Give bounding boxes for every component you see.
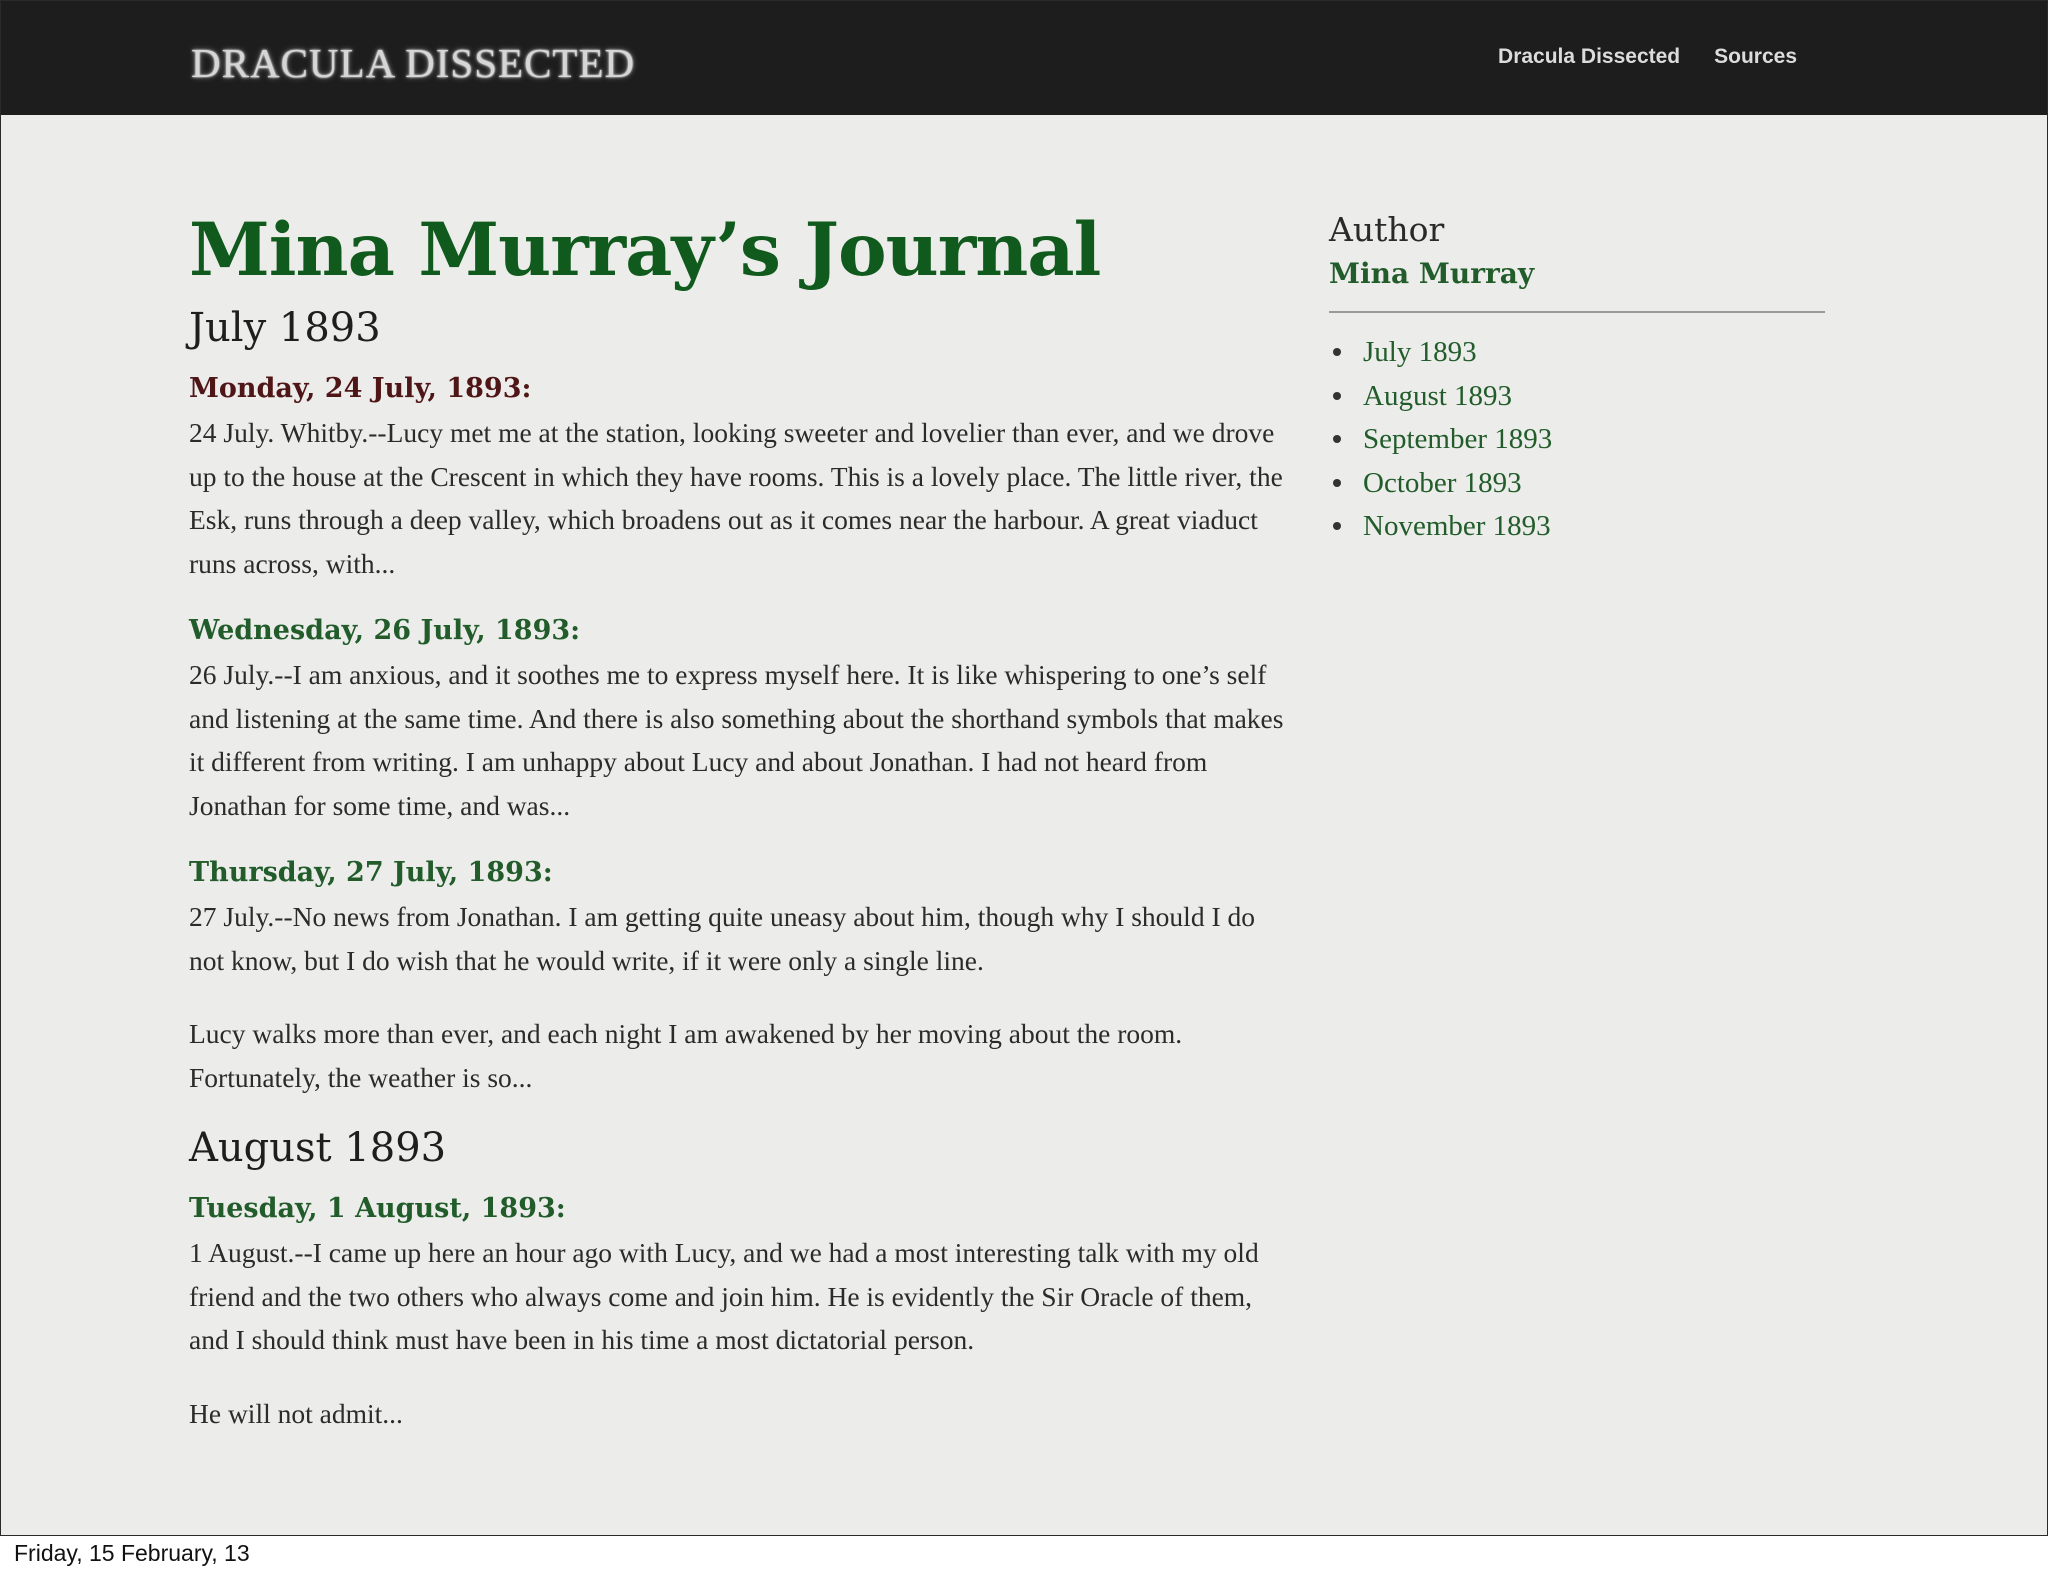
month-list <box>1329 331 1825 549</box>
site-brand-logo[interactable]: DRACULA DISSECTED <box>191 40 636 86</box>
month-link-august[interactable]: August 1893 <box>1363 379 1513 412</box>
slide-date-caption: Friday, 15 February, 13 <box>14 1540 250 1566</box>
list-item <box>1329 375 1825 419</box>
list-item <box>1329 462 1825 506</box>
list-item <box>1329 505 1825 549</box>
bullet-icon <box>1333 348 1341 356</box>
journal-entry <box>189 611 1284 827</box>
entry-date-link[interactable]: Tuesday, 1 August, 1893: <box>189 1193 566 1224</box>
entry-paragraph: He will not admit... <box>189 1397 403 1429</box>
entry-date-link[interactable]: Thursday, 27 July, 1893: <box>189 857 553 888</box>
journal-entry <box>189 853 1284 1099</box>
month-heading-july: July 1893 <box>189 305 381 351</box>
page-title: Mina Murray’s Journal <box>189 207 1101 293</box>
nav-link-dracula-dissected[interactable]: Dracula Dissected <box>1498 45 1681 68</box>
bullet-icon <box>1333 392 1341 400</box>
sidebar <box>1329 207 1825 549</box>
bullet-icon <box>1333 522 1341 530</box>
list-item <box>1329 331 1825 375</box>
month-heading-august: August 1893 <box>189 1125 447 1171</box>
journal-content <box>189 201 1284 1435</box>
top-navigation-bar <box>1 1 2047 115</box>
month-link-november[interactable]: November 1893 <box>1363 510 1551 542</box>
bullet-icon <box>1333 479 1341 487</box>
bullet-icon <box>1333 435 1341 443</box>
author-label: Author <box>1329 210 1445 249</box>
month-link-september[interactable]: September 1893 <box>1363 423 1553 455</box>
entry-paragraph: 24 July. Whitby.--Lucy met me at the station, looking sweeter and lovelier than ever, and we drove up to the house at the Crescent in which they have rooms. This is a lovely place. The little river, the Esk, runs through a deep valley, which broadens out as it comes near the harbour. A great viaduct runs across, with... <box>189 417 1283 579</box>
entry-date-link[interactable]: Monday, 24 July, 1893: <box>189 373 532 404</box>
list-item <box>1329 418 1825 462</box>
journal-entry <box>189 1189 1284 1435</box>
nav-links <box>1498 45 1797 69</box>
nav-link-sources[interactable]: Sources <box>1714 45 1797 68</box>
sidebar-divider <box>1329 311 1825 313</box>
entry-date-link[interactable]: Wednesday, 26 July, 1893: <box>189 615 581 646</box>
entry-paragraph: 27 July.--No news from Jonathan. I am getting quite uneasy about him, though why I should I do not know, but I do wish that he would write, if it were only a single line. <box>189 901 1255 976</box>
entry-paragraph: 1 August.--I came up here an hour ago with Lucy, and we had a most interesting talk with my old friend and the two others who always come and join him. He is evidently the Sir Oracle of them, and I should think must have been in his time a most dictatorial person. <box>189 1237 1259 1355</box>
entry-paragraph: 26 July.--I am anxious, and it soothes me to express myself here. It is like whispering to one’s self and listening at the same time. And there is also something about the shorthand symbols that makes it different from writing. I am unhappy about Lucy and about Jonathan. I had not heard from Jonathan for some time, and was... <box>189 659 1284 821</box>
entry-paragraph: Lucy walks more than ever, and each night I am awakened by her moving about the room. Fortunately, the weather is so... <box>189 1018 1183 1093</box>
month-link-october[interactable]: October 1893 <box>1363 466 1522 499</box>
journal-entry <box>189 369 1284 585</box>
month-link-july[interactable]: July 1893 <box>1363 336 1477 368</box>
author-name-link[interactable]: Mina Murray <box>1329 257 1535 290</box>
